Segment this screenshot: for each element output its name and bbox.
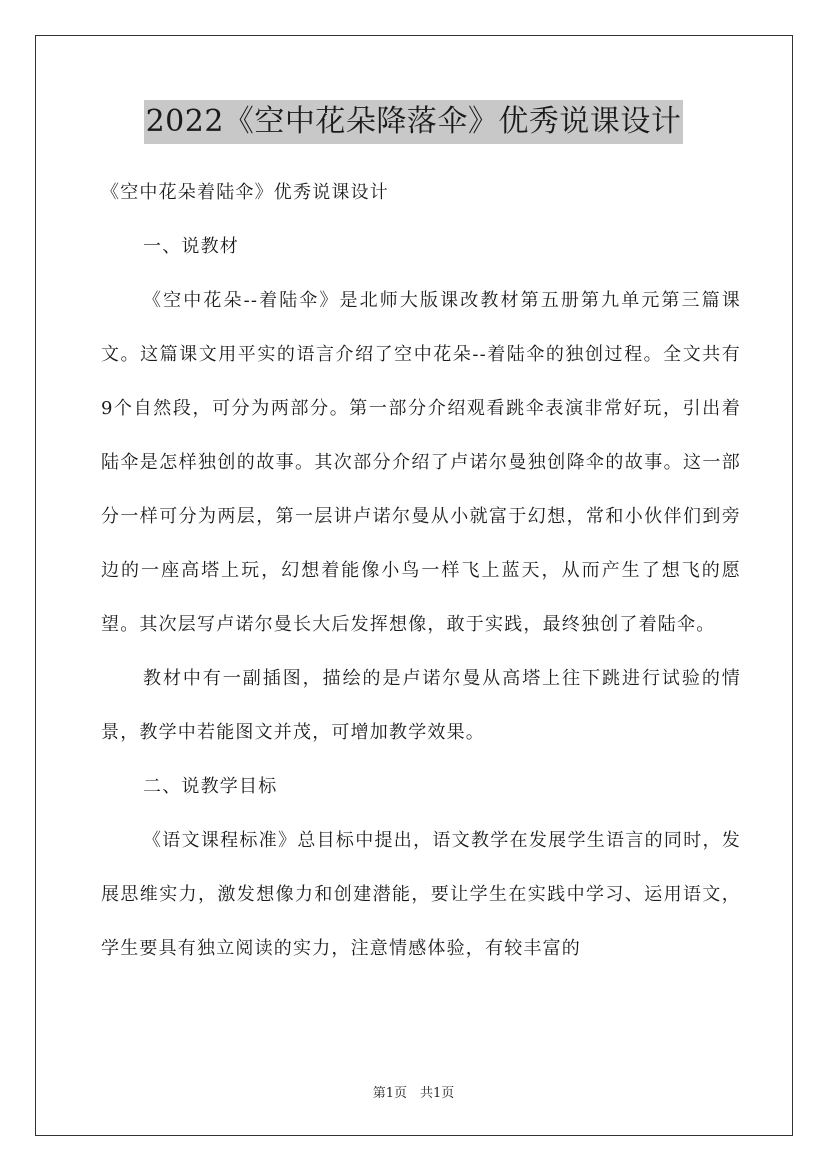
body-paragraph: 《空中花朵--着陆伞》是北师大版课改教材第五册第九单元第三篇课文。这篇课文用平实的语言介绍了空中花朵--着陆伞的独创过程。全文共有9个自然段，可分为两部分。第一部分介绍观看跳伞表演非常好玩，引出着陆伞是怎样独创的故事。其次部分介绍了卢诺尔曼独创降伞的故事。这一部分一样可分为两层，第一层讲卢诺尔曼从小就富于幻想，常和小伙伴们到旁边的一座高塔上玩，幻想着能像小鸟一样飞上蓝天，从而产生了想飞的愿望。其次层写卢诺尔曼长大后发挥想像，敢于实践，最终独创了着陆伞。 bbox=[101, 290, 741, 635]
document-title-text: 2022《空中花朵降落伞》优秀说课设计 bbox=[144, 100, 684, 144]
body-paragraph: 教材中有一副插图，描绘的是卢诺尔曼从高塔上往下跳进行试验的情景，教学中若能图文并茂，可增加教学效果。 bbox=[101, 668, 741, 743]
body-paragraph: 《语文课程标准》总目标中提出，语文教学在发展学生语言的同时，发展思维实力，激发想像力和创建潜能，要让学生在实践中学习、运用语文，学生要具有独立阅读的实力，注意情感体验，有较丰富的 bbox=[101, 830, 741, 959]
section-heading-2: 二、说教学目标 bbox=[143, 776, 278, 797]
section-heading-1: 一、说教材 bbox=[143, 236, 239, 257]
document-title bbox=[0, 100, 827, 144]
document-body bbox=[101, 166, 741, 976]
page-footer: 第1页 共1页 bbox=[372, 1086, 455, 1101]
subtitle-paragraph: 《空中花朵着陆伞》优秀说课设计 bbox=[101, 182, 389, 203]
